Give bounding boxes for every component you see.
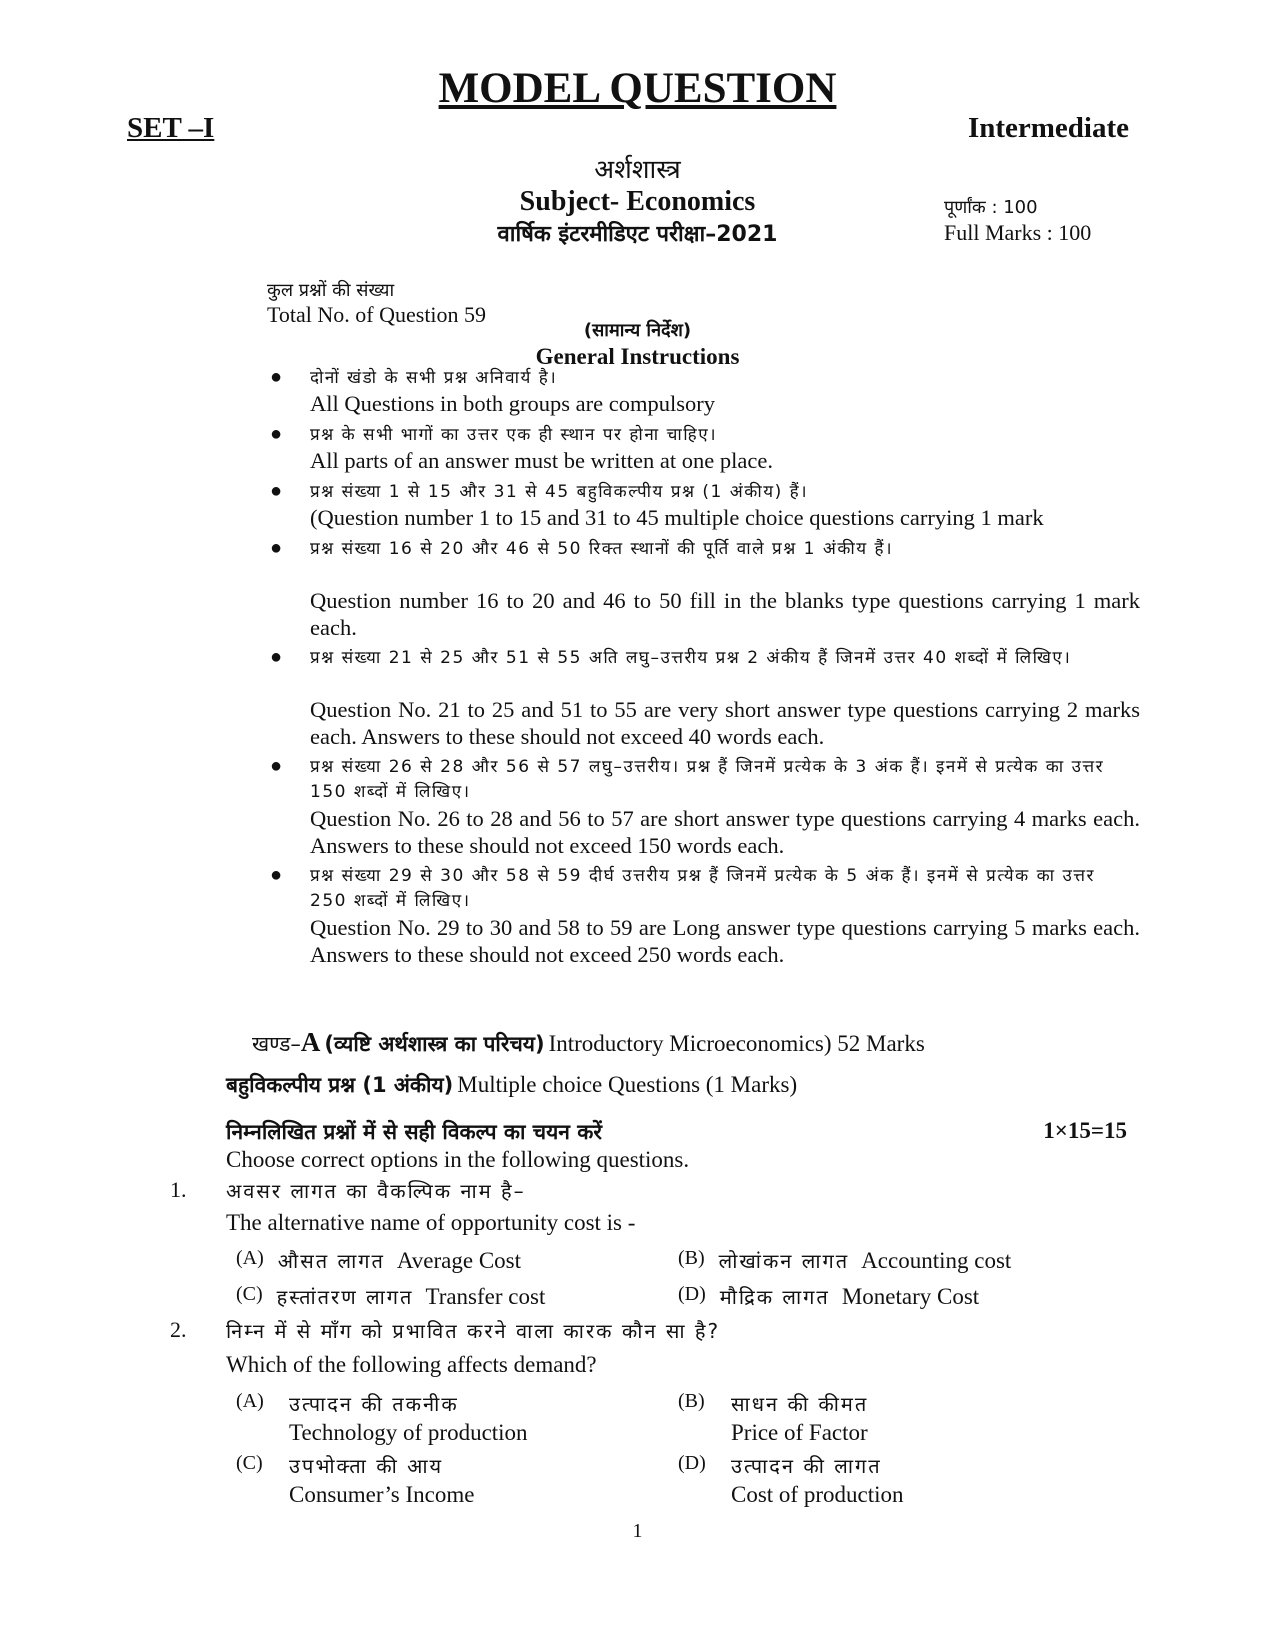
question-number: 2. [170, 1317, 187, 1342]
option-label: (A) [236, 1390, 264, 1412]
instruction-english: Question No. 26 to 28 and 56 to 57 are short answer type questions carrying 4 marks each. Answers to these should not exceed 150 words each. [310, 806, 1140, 858]
section-label-hindi: खण्ड– [252, 1032, 301, 1056]
level-label: Intermediate [967, 112, 1129, 144]
question-text-english: The alternative name of opportunity cost is - [226, 1210, 636, 1235]
instruction-english: (Question number 1 to 15 and 31 to 45 multiple choice questions carrying 1 mark [310, 505, 1044, 530]
mcq-heading-hindi: बहुविकल्पीय प्रश्न (1 अंकीय) [226, 1073, 454, 1097]
section-title-english: Introductory Microeconomics) 52 Marks [548, 1031, 925, 1056]
option-label: (A) [236, 1247, 264, 1269]
instruction-english: Question number 16 to 20 and 46 to 50 fill in the blanks type questions carrying 1 mark each. [310, 588, 1140, 640]
mcq-heading [226, 1071, 797, 1099]
option-label: (B) [678, 1247, 705, 1269]
option-c [236, 1283, 545, 1310]
instruction-hindi: प्रश्न संख्या 16 से 20 और 46 से 50 रिक्त स्थानों की पूर्ति वाले प्रश्न 1 अंकीय हैं। [310, 539, 894, 559]
option-text-hindi: हस्तांतरण लागत [276, 1285, 414, 1309]
section-letter: A [300, 1027, 321, 1057]
choose-instruction-english: Choose correct options in the following questions. [226, 1147, 690, 1172]
option-text-english: Transfer cost [425, 1284, 546, 1309]
question-text-hindi: निम्न में से माँग को प्रभावित करने वाला कारक कौन सा है? [226, 1319, 721, 1343]
bullet-icon: ● [270, 755, 283, 777]
set-label: SET –I [127, 112, 215, 144]
bullet-icon: ● [270, 423, 283, 445]
subject-english: Subject- Economics [519, 186, 756, 217]
full-marks-english: Full Marks : 100 [944, 220, 1092, 245]
total-questions-hindi: कुल प्रश्नों की संख्या [267, 280, 395, 301]
option-text-english: Monetary Cost [841, 1284, 980, 1309]
subject-hindi: अर्शशास्त्र [594, 155, 681, 185]
question-number: 1. [170, 1177, 187, 1202]
bullet-icon: ● [270, 366, 283, 388]
option-text-english: Price of Factor [731, 1420, 868, 1445]
section-title-hindi: (व्यष्टि अर्थशास्त्र का परिचय) [324, 1032, 545, 1056]
option-text-hindi: मौद्रिक लागत [719, 1285, 830, 1309]
option-d [678, 1283, 979, 1310]
bullet-icon: ● [270, 864, 283, 886]
option-text-english: Average Cost [396, 1248, 522, 1273]
instructions-heading-english: General Instructions [535, 344, 740, 369]
document-title: MODEL QUESTION [438, 65, 837, 112]
total-questions-english: Total No. of Question 59 [267, 302, 487, 327]
option-text-english: Accounting cost [861, 1248, 1012, 1273]
instruction-english: All parts of an answer must be written at one place. [310, 448, 773, 473]
option-text-hindi: उपभोक्ता की आय [289, 1454, 444, 1478]
bullet-icon: ● [270, 537, 283, 559]
instruction-english: All Questions in both groups are compulsory [310, 391, 715, 416]
option-label: (D) [678, 1283, 706, 1305]
option-label: (C) [236, 1283, 263, 1305]
instruction-hindi: प्रश्न संख्या 26 से 28 और 56 से 57 लघु–उत्तरीय। प्रश्न हैं जिनमें प्रत्येक के 3 अंक हैं। इनमें से प्रत्येक का उत्तर 150 शब्दों में लिखिए। [310, 757, 1105, 802]
instruction-hindi: प्रश्न संख्या 29 से 30 और 58 से 59 दीर्घ उत्तरीय प्रश्न हैं जिनमें प्रत्येक के 5 अंक हैं। इनमें से प्रत्येक का उत्तर 250 शब्दों में लिखिए। [310, 866, 1095, 911]
choose-marks: 1×15=15 [1043, 1118, 1127, 1143]
bullet-icon: ● [270, 480, 283, 502]
full-marks-hindi: पूर्णांक : 100 [944, 197, 1038, 218]
exam-name: वार्षिक इंटरमीडिएट परीक्षा–2021 [497, 222, 778, 247]
option-label: (C) [236, 1452, 263, 1474]
instruction-hindi: प्रश्न संख्या 21 से 25 और 51 से 55 अति लघु–उत्तरीय प्रश्न 2 अंकीय हैं जिनमें उत्तर 40 शब्दों में लिखिए। [310, 648, 1072, 668]
instruction-english: Question No. 21 to 25 and 51 to 55 are very short answer type questions carrying 2 marks each. Answers to these should not exceed 40 words each. [310, 697, 1140, 749]
option-label: (B) [678, 1390, 705, 1412]
section-heading [252, 1027, 925, 1058]
choose-instruction-hindi: निम्नलिखित प्रश्नों में से सही विकल्प का चयन करें [226, 1120, 602, 1144]
instructions-heading-hindi: (सामान्य निर्देश) [583, 320, 692, 341]
option-text-english: Technology of production [289, 1420, 528, 1445]
option-text-hindi: उत्पादन की तकनीक [289, 1392, 459, 1416]
question-text-english: Which of the following affects demand? [226, 1352, 597, 1377]
option-text-hindi: लोखांकन लागत [718, 1249, 850, 1273]
instruction-hindi: प्रश्न संख्या 1 से 15 और 31 से 45 बहुविकल्पीय प्रश्न (1 अंकीय) हैं। [310, 482, 809, 502]
option-text-english: Consumer’s Income [289, 1482, 475, 1507]
mcq-heading-english: Multiple choice Questions (1 Marks) [457, 1072, 798, 1097]
option-text-hindi: साधन की कीमत [731, 1392, 869, 1416]
option-label: (D) [678, 1452, 706, 1474]
instruction-hindi: दोनों खंडो के सभी प्रश्न अनिवार्य है। [310, 368, 558, 388]
option-text-hindi: उत्पादन की लागत [731, 1454, 882, 1478]
page-number: 1 [632, 1520, 643, 1542]
bullet-icon: ● [270, 646, 283, 668]
instruction-english: Question No. 29 to 30 and 58 to 59 are Long answer type questions carrying 5 marks each. Answers to these should not exceed 250 words each. [310, 915, 1140, 967]
option-text-english: Cost of production [731, 1482, 904, 1507]
instruction-hindi: प्रश्न के सभी भागों का उत्तर एक ही स्थान पर होना चाहिए। [310, 425, 718, 445]
option-text-hindi: औसत लागत [277, 1249, 385, 1273]
question-text-hindi: अवसर लागत का वैकल्पिक नाम है– [226, 1179, 526, 1203]
option-b [678, 1247, 1011, 1274]
option-a [236, 1247, 521, 1274]
